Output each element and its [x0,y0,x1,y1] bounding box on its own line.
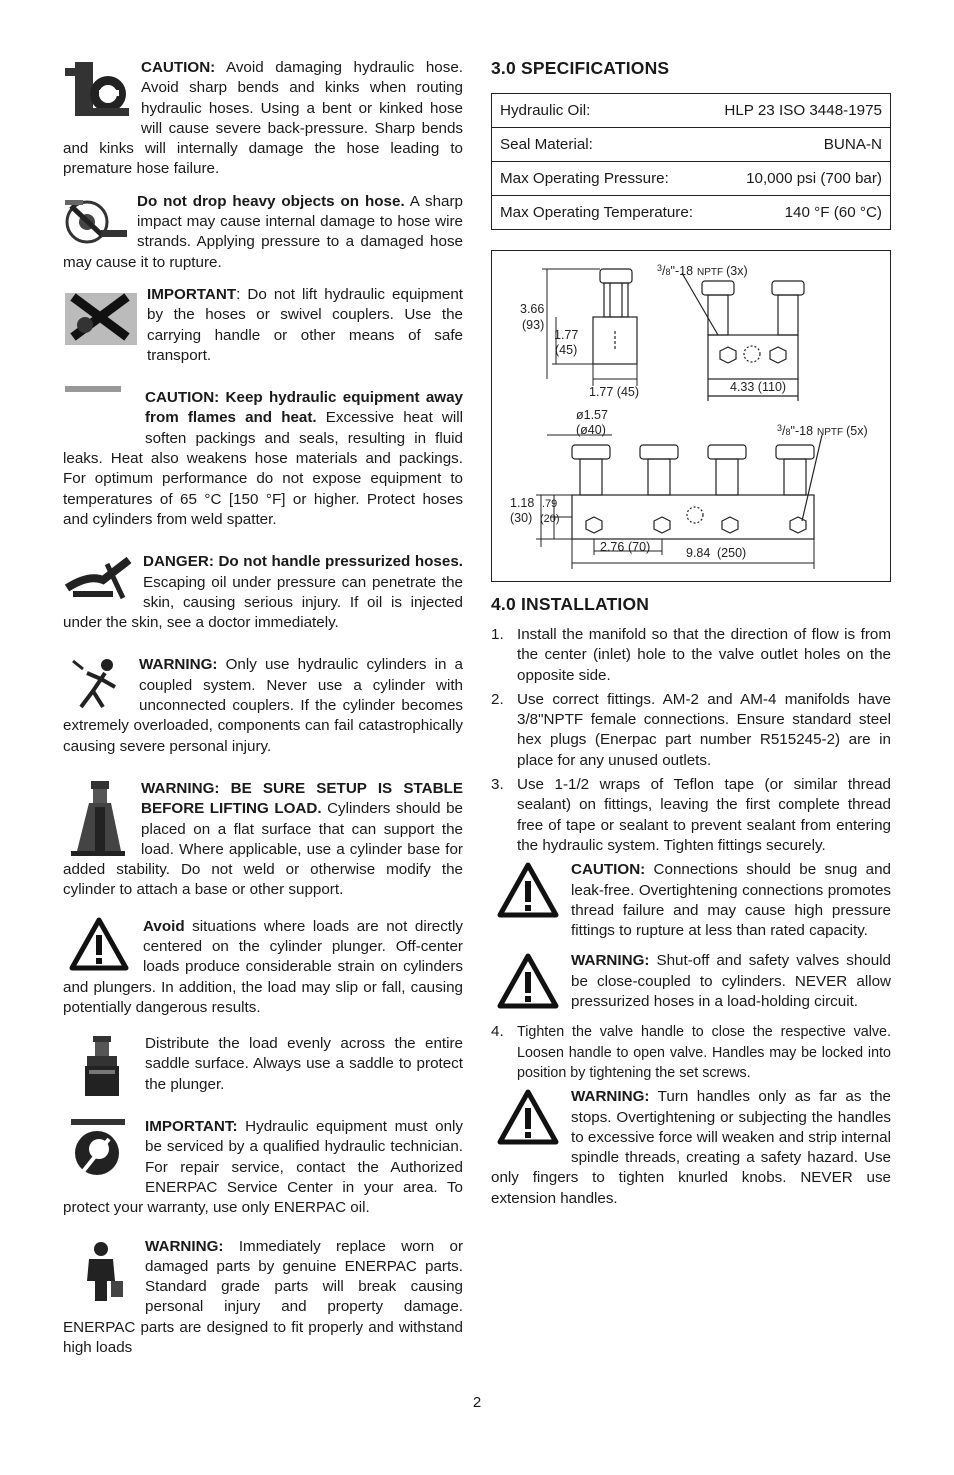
dim-text: 1.77 [554,328,579,342]
block-lead: DANGER: Do not handle pressurized hoses. [143,553,463,571]
item-number: 4. [491,1023,504,1041]
item-text: Use 1-1/2 wraps of Teflon tape (or similar thread sealant) on fittings, leaving the first complete thread free of tape or sealant to prevent sealant from entering the hydraulic system. Tighten fittings securely. [517,776,891,854]
spec-label: Seal Material: [492,128,710,162]
block-text: A sharp impact may cause internal damage to hose wire strands. Applying pressure to a damaged hose may cause it to rupture. [63,192,464,271]
item-number: 2. [491,690,504,708]
dim-text: (93) [522,318,545,332]
block-text: Only use hydraulic cylinders in a coupled system. Never use a cylinder with unconnected couplers. If the cylinder becomes extremely overloaded, components can fail catastrophically causing severe personal injury. [63,656,463,755]
thread-rest: "-18 [790,424,814,438]
hose-kink-icon [63,60,133,118]
safety-block [63,552,463,633]
warning-triangle-icon [497,1089,559,1151]
block-text: Hydraulic equipment must only be serviced by a qualified hydraulic technician. For repair service, contact the Authorized ENERPAC Service Center in your area. To protect your warranty, use only ENERPAC oil. [63,1118,463,1217]
page-number: 2 [472,1394,482,1411]
installation-list-continued [491,1022,891,1083]
table-row [492,94,891,128]
safety-block [63,192,463,273]
thread-den: 8 [665,267,671,277]
warning-block [491,951,891,1012]
dim-lines-bottom [536,495,814,569]
warning-triangle-icon [69,917,129,971]
dim-text: (70) [628,540,651,554]
block-text: Escaping oil under pressure can penetrate the skin, causing serious injury. If oil is injected under the skin, see a doctor immediately. [63,573,463,632]
block-lead: CAUTION: Keep hydraulic equipment away from flames and heat. [145,389,463,427]
block-lead: IMPORTANT: [145,1118,238,1136]
dim-text: (20) [540,513,560,525]
block-text: Immediately replace worn or damaged parts by genuine ENERPAC parts. Standard grade parts will break causing personal injury and property damage. ENERPAC parts are designed to fit properly and withstand high loads [63,1237,463,1357]
person-injury-icon [71,657,125,713]
thread-den: 8 [785,427,791,437]
safety-block [63,1034,463,1095]
spec-value: 140 °F (60 °C) [709,196,890,230]
no-lift-by-hose-icon [63,287,139,347]
safety-block [63,1237,463,1359]
caution-lead: CAUTION: [571,861,646,879]
thread-nptf: NPTF [697,267,724,278]
pressurized-hose-hand-icon [63,554,135,604]
item-text: Use correct fittings. AM-2 and AM-4 manifolds have 3/8"NPTF female connections. Ensure standard steel hex plugs (Enerpac part number R515245-2) are in place for any unused outlets. [517,690,891,769]
spec-value: HLP 23 ISO 3448-1975 [709,94,890,128]
thread-num: 3 [657,263,663,273]
block-lead: Avoid [143,917,185,935]
safety-block [63,58,463,180]
list-item [491,775,891,856]
safety-block [63,1117,463,1218]
thread-count: (3x) [726,264,748,278]
service-wrench-icon [69,1119,127,1185]
block-text: : Do not lift hydraulic equipment by the hoses or swivel couplers. Use the carrying handle or other means of safe transport. [147,285,463,364]
item-text: Tighten the valve handle to close the respective valve. Loosen handle to open valve. Handles may be locked into position by tightening the set screws. [517,1024,891,1081]
block-text: Cylinders should be placed on a flat surface that can support the load. Where applicable, use a cylinder base for added stability. Do not weld or otherwise modify the cylinder to attach a base or other support. [63,800,464,899]
thread-callout-3x [657,263,748,278]
list-item [491,1022,891,1083]
thread-nptf: NPTF [817,427,844,438]
warning-lead: WARNING: [571,1088,650,1106]
saddle-cylinder-icon [81,1036,123,1098]
specifications-heading: 3.0 SPECIFICATIONS [491,58,670,78]
thread-num: 3 [777,423,783,433]
specifications-table [491,93,891,230]
table-row [492,162,891,196]
item-number: 1. [491,626,504,643]
table-row [492,128,891,162]
technician-icon [81,1241,125,1303]
safety-block [63,285,463,366]
block-lead: CAUTION: [141,59,216,76]
installation-list [491,625,891,856]
four-valve-manifold [572,435,822,539]
item-number: 3. [491,776,504,794]
block-lead: WARNING: [145,1237,224,1255]
safety-block [63,655,463,756]
flame-heat-icon [63,386,137,436]
dim-text: 3.66 [520,302,545,316]
heavy-object-hose-icon [63,196,129,246]
spec-label: Hydraulic Oil: [492,94,710,128]
block-lead: Do not drop heavy objects on hose. [137,192,405,210]
side-view-valve [593,269,637,364]
caution-block [491,860,891,941]
dim-text: (45) [555,343,578,357]
dim-text: 9.84 [686,546,711,560]
list-item [491,690,891,771]
dim-text: (250) [717,546,747,560]
thread-count: (5x) [846,424,868,438]
spec-label: Max Operating Temperature: [492,196,710,230]
specs-install-column [491,58,891,1219]
block-text: situations where loads are not directly centered on the cylinder plunger. Off-center loads produce considerable strain on cylinders and plungers. In addition, the load may slip or fall, causing potentially dangerous results. [63,917,463,1016]
warning-block [491,1087,891,1209]
block-text: Distribute the load evenly across the entire saddle surface. Always use a saddle to protect the plunger. [145,1035,463,1093]
dim-text: (30) [510,511,533,525]
spec-value: 10,000 psi (700 bar) [709,162,890,196]
dim-text: 1.77 (45) [589,385,640,399]
dim-text: 2.76 [600,540,625,554]
safety-block [63,779,463,901]
thread-slash: / [782,424,786,438]
warning-lead: WARNING: [571,952,650,970]
item-text: Install the manifold so that the direction of flow is from the center (inlet) hole to the valve outlet holes on the opposite side. [517,626,891,684]
dim-text: 4.33 (110) [730,380,787,394]
warning-text: Turn handles only as far as the stops. Overtightening or subjecting the handles to excessive force will weaken and strip internal spindle threads, creating a safety hazard. Use only fingers to tighten knurled knobs. NEVER use extension handles. [491,1088,891,1207]
spec-value: BUNA-N [709,128,890,162]
manifold-dimension-diagram [491,250,891,582]
block-lead: WARNING: [139,656,218,674]
block-text: Excessive heat will soften packings and seals, resulting in fluid leaks. Heat also weakens hose materials and packings. For optimum performance do not expose equipment to temperatures of 65 °C [150 °F] or higher. Protect hoses and cylinders from weld spatter. [63,409,463,528]
safety-warnings-column [63,58,463,1370]
thread-slash: / [662,264,666,278]
dim-text: (ø40) [576,423,606,437]
dim-text: ø1.57 [576,408,608,422]
thread-rest: "-18 [670,264,694,278]
block-lead: IMPORTANT [147,285,237,303]
warning-triangle-icon [497,953,559,1015]
list-item [491,625,891,686]
safety-block [63,917,463,1018]
block-lead: WARNING: BE SURE SETUP IS STABLE BEFORE LIFTING LOAD. [141,779,463,818]
dim-text: .79 [542,498,558,510]
spec-label: Max Operating Pressure: [492,162,710,196]
caution-text: Connections should be snug and leak-free. Overtightening connections promotes thread failure and may cause high pressure fittings to rupture at less than rated capacity. [571,861,891,940]
safety-block [63,388,463,530]
warning-text: Shut-off and safety valves should be close-coupled to cylinders. NEVER allow pressurized hoses in a load-holding circuit. [571,952,891,1011]
warning-triangle-icon [497,862,559,924]
installation-heading: 4.0 INSTALLATION [491,594,650,614]
dim-text: 1.18 [510,496,535,510]
block-text: Avoid damaging hydraulic hose. Avoid sharp bends and kinks when routing hydraulic hoses. Using a bent or kinked hose will cause severe back-pressure. Sharp bends and kinks will internally damage the hose leading to premature hose failure. [63,59,463,178]
cylinder-setup-icon [69,781,127,857]
table-row [492,196,891,230]
